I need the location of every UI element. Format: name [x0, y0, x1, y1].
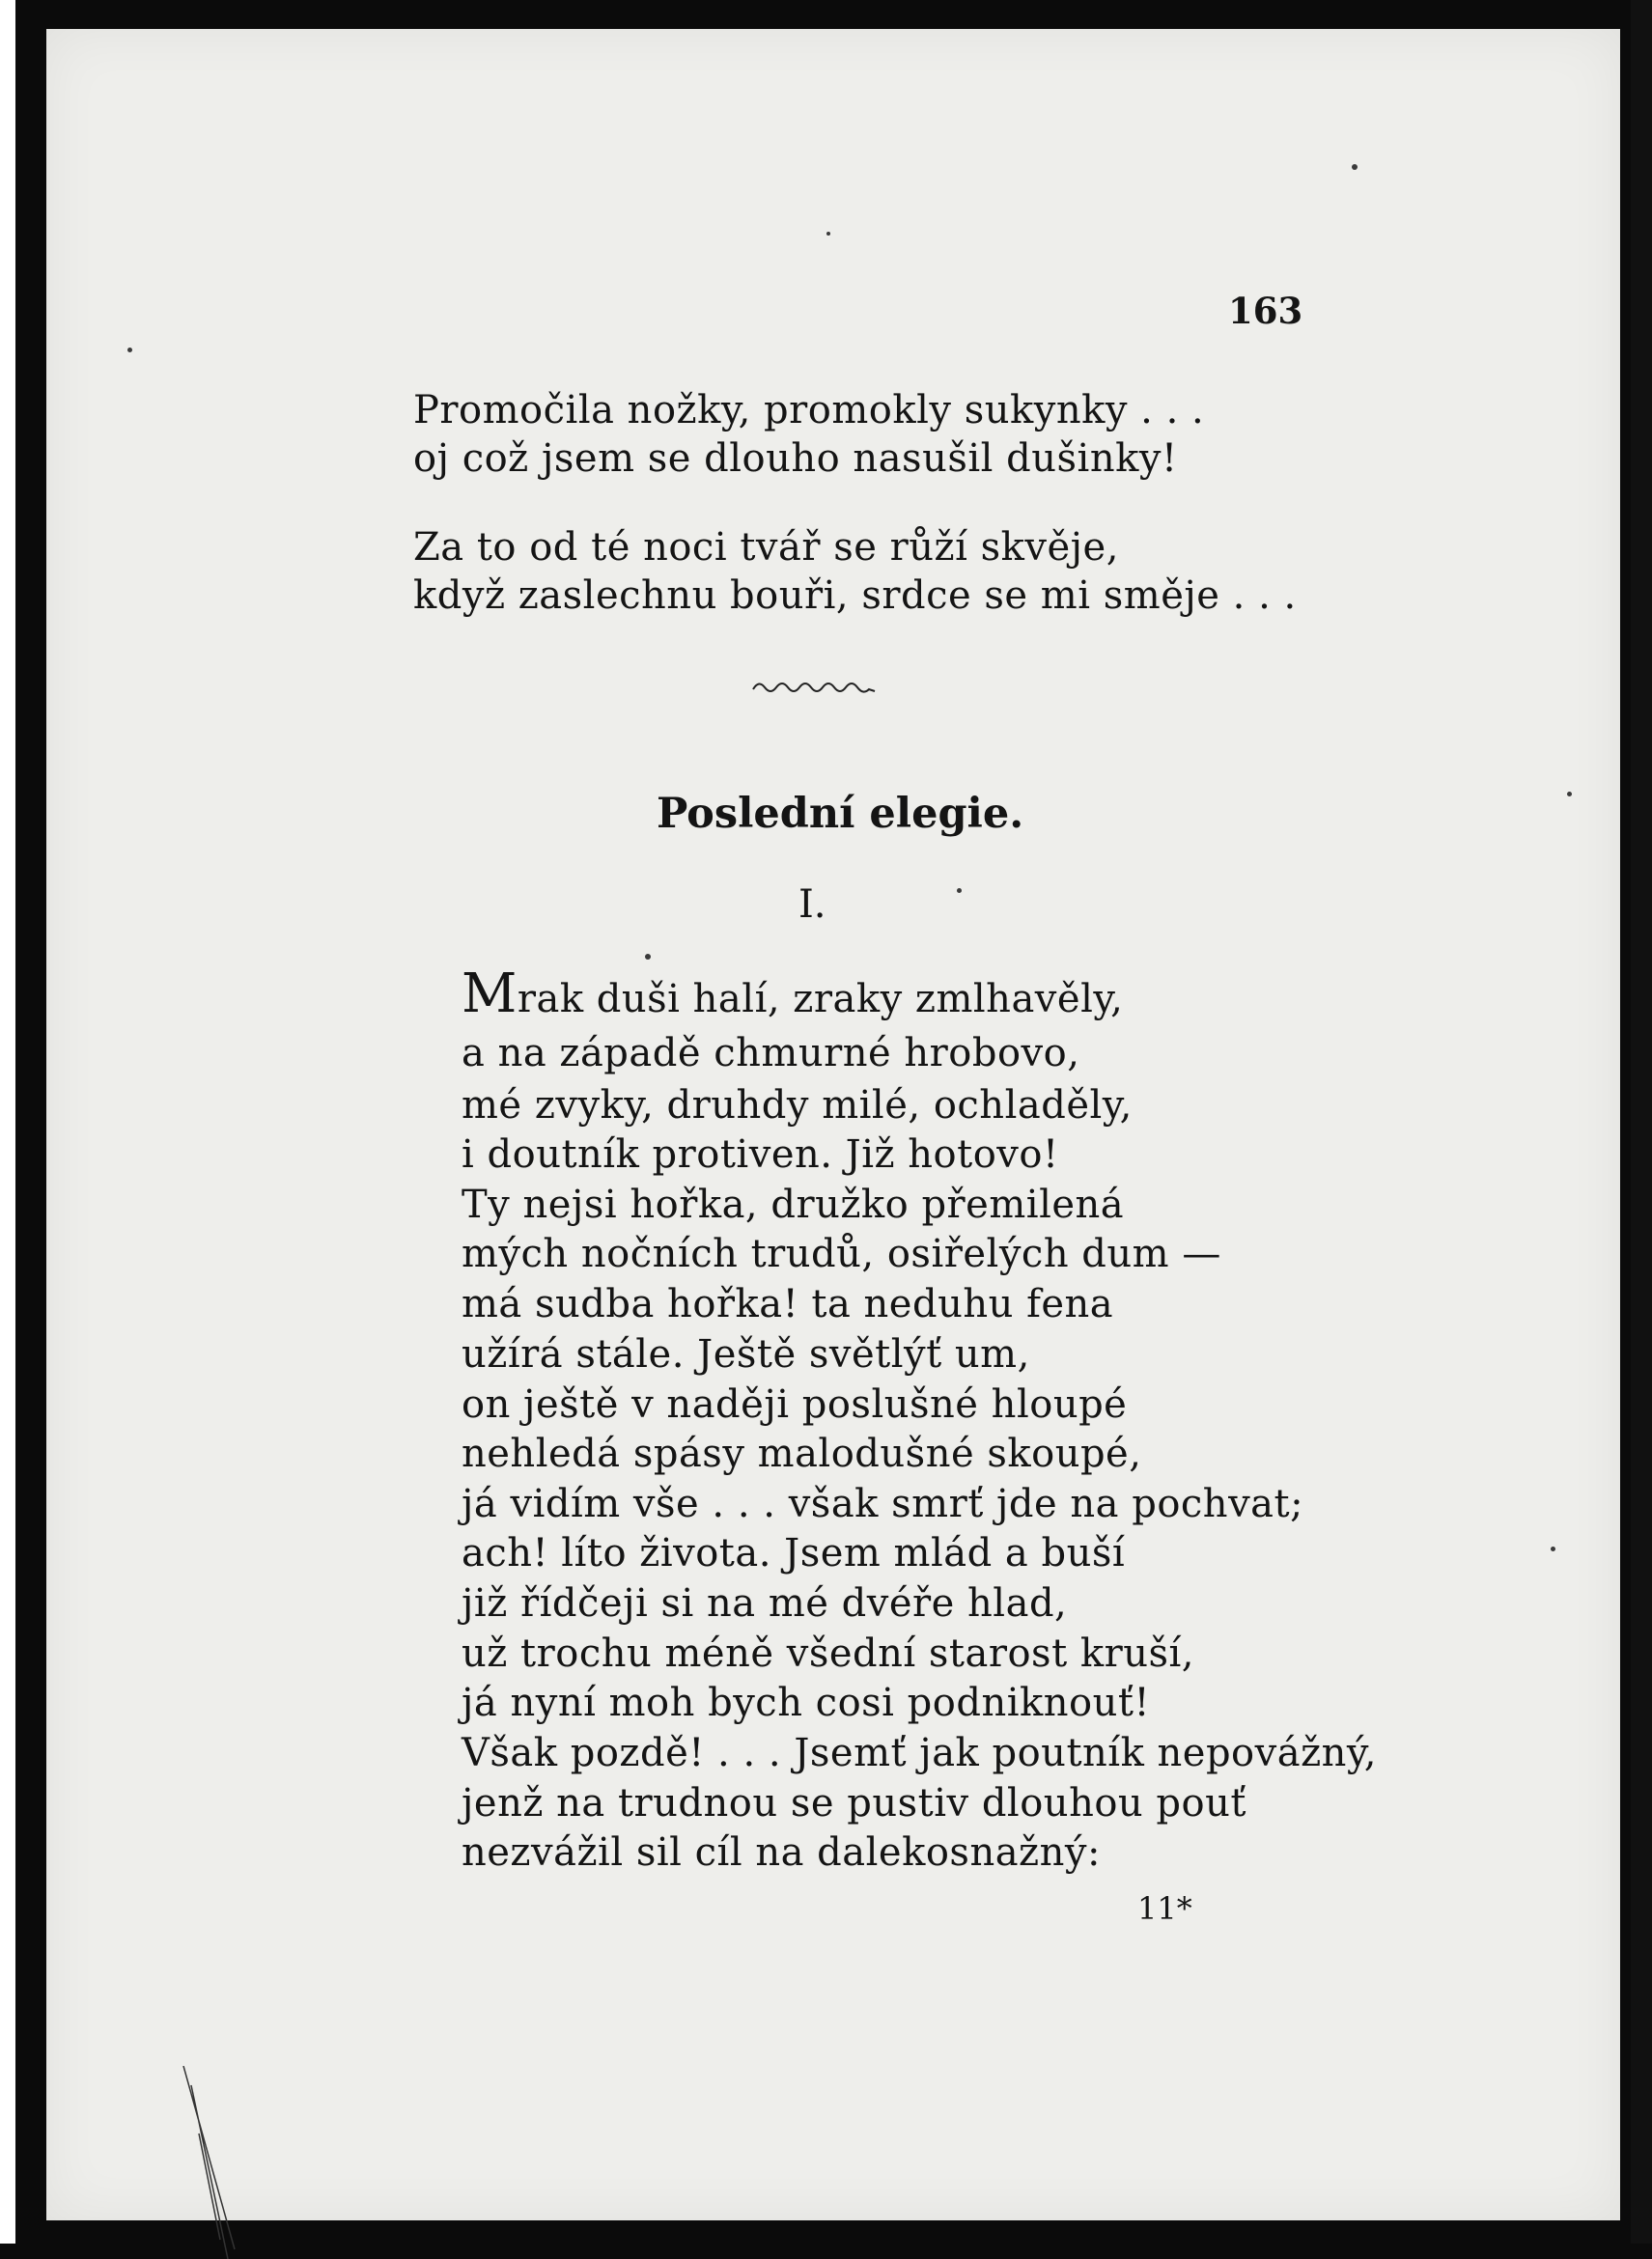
stanza-a-line: oj což jsem se dlouho nasušil dušinky!: [413, 436, 1178, 481]
stanza-b-line: když zaslechnu bouři, srdce se mi směje . . .: [413, 573, 1297, 618]
poem-line: já nyní moh bych cosi podniknouť!: [462, 1681, 1151, 1725]
poem-line: i doutník protiven. Již hotovo!: [462, 1132, 1059, 1177]
scan-speck: [1352, 164, 1358, 170]
dropcap-letter: M: [462, 962, 518, 1025]
poem-line: již řídčeji si na mé dvéře hlad,: [462, 1581, 1068, 1626]
poem-line: už trochu méně všední starost kruší,: [462, 1632, 1195, 1676]
poem-line: ach! líto života. Jsem mlád a buší: [462, 1531, 1126, 1576]
stanza-a-line: Promočila nožky, promokly sukynky . . .: [413, 388, 1205, 432]
scan-speck: [645, 954, 651, 960]
poem-title: Poslední elegie.: [657, 790, 1024, 838]
scan-right-edge: [1631, 0, 1652, 2244]
poem-line: a na západě chmurné hrobovo,: [462, 1031, 1080, 1075]
poem-line: nezvážil sil cíl na dalekosnažný:: [462, 1830, 1101, 1875]
poem-line: mé zvyky, druhdy milé, ochladěly,: [462, 1083, 1133, 1128]
scan-scratch: [182, 2066, 249, 2259]
poem-line: Ty nejsi hořka, družko přemilená: [462, 1183, 1125, 1227]
scan-left-edge: [0, 0, 15, 2244]
poem-line: já vidím vše . . . však smrť jde na pochvat;: [462, 1482, 1304, 1526]
scan-speck: [127, 348, 132, 352]
poem-line: on ještě v naději poslušné hloupé: [462, 1382, 1128, 1427]
poem-line: Však pozdě! . . . Jsemť jak poutník nepovážný,: [462, 1731, 1377, 1775]
poem-line: má sudba hořka! ta neduhu fena: [462, 1282, 1114, 1326]
poem-line: nehledá spásy malodušné skoupé,: [462, 1432, 1142, 1476]
scan-speck: [1567, 792, 1572, 796]
poem-line: jenž na trudnou se pustiv dlouhou pouť: [462, 1781, 1246, 1826]
scan-speck: [826, 232, 830, 236]
scan-speck: [957, 888, 962, 893]
page-number: 163: [1228, 290, 1303, 332]
section-numeral: I.: [798, 882, 826, 927]
scan-speck: [1551, 1547, 1555, 1551]
signature-mark: 11*: [1137, 1890, 1192, 1927]
poem-first-line: [462, 962, 1124, 1025]
poem-line: mých nočních trudů, osiřelých dum —: [462, 1232, 1221, 1276]
wavy-divider-icon: [751, 678, 877, 695]
poem-line: užírá stále. Ještě světlýť um,: [462, 1332, 1030, 1377]
stanza-b-line: Za to od té noci tvář se růží skvěje,: [413, 525, 1119, 570]
first-line-text: rak duši halí, zraky zmlhavěly,: [517, 977, 1124, 1021]
